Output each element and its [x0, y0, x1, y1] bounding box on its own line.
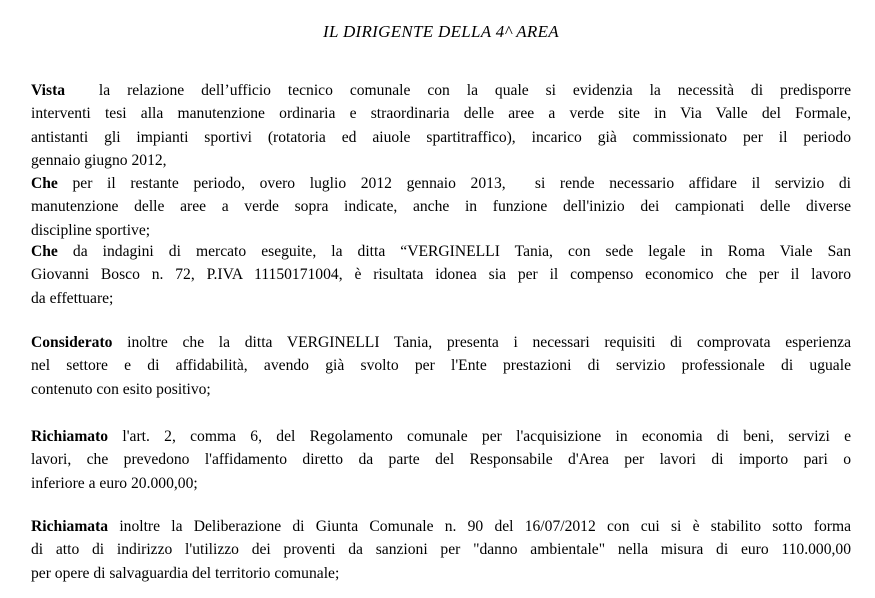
paragraph-line: inoltre la Deliberazione di Giunta Comunale n. 90 del 16/07/2012 con cui si è stabilito sotto forma [108, 518, 851, 535]
paragraph-line: di atto di indirizzo l'utilizzo dei proventi da sanzioni per "danno ambientale" nella misura di euro 110.000,00 [31, 541, 851, 559]
paragraph-richiamato [31, 425, 851, 495]
paragraph-line: discipline sportive; [31, 221, 151, 239]
document-heading: IL DIRIGENTE DELLA 4^ AREA [323, 22, 559, 41]
paragraph-line: per opere di salvaguardia del territorio comunale; [31, 564, 340, 582]
paragraph-line: manutenzione delle aree a verde sopra indicate, anche in funzione dell'inizio dei campionati delle diverse [31, 198, 851, 216]
paragraph-che-1 [31, 172, 851, 242]
paragraph-line: gennaio giugno 2012, [31, 152, 167, 170]
paragraph-line: interventi tesi alla manutenzione ordinaria e straordinaria delle aree a verde site in Via Valle del Formale, [31, 105, 851, 123]
paragraph-vista [31, 79, 851, 173]
paragraph-line: inoltre che la ditta VERGINELLI Tania, presenta i necessari requisiti di comprovata esperienza [112, 334, 851, 351]
keyword-vista: Vista [31, 82, 66, 99]
keyword-richiamato: Richiamato [31, 428, 109, 445]
paragraph-considerato [31, 331, 851, 401]
keyword-richiamata: Richiamata [31, 518, 109, 535]
keyword-che: Che [31, 175, 58, 192]
paragraph-che-2 [31, 240, 851, 310]
paragraph-line: da indagini di mercato eseguite, la ditta “VERGINELLI Tania, con sede legale in Roma Viale San [57, 243, 851, 260]
paragraph-line: Giovanni Bosco n. 72, P.IVA 11150171004, è risultata idonea sia per il compenso economico che per il lavoro [31, 266, 851, 284]
paragraph-line: inferiore a euro 20.000,00; [31, 474, 198, 492]
keyword-che: Che [31, 243, 58, 260]
paragraph-line: da effettuare; [31, 289, 114, 307]
paragraph-line: antistanti gli impianti sportivi (rotatoria ed aiuole spartitraffico), incarico già commissionato per il periodo [31, 128, 851, 146]
paragraph-line: per il restante periodo, overo luglio 2012 gennaio 2013, si rende necessario affidare il servizio di [57, 175, 851, 192]
paragraph-line: contenuto con esito positivo; [31, 380, 211, 398]
paragraph-line: l'art. 2, comma 6, del Regolamento comunale per l'acquisizione in economia di beni, servizi e [108, 428, 851, 445]
paragraph-line: nel settore e di affidabilità, avendo già svolto per l'Ente prestazioni di servizio professionale di uguale [31, 357, 851, 375]
paragraph-line: la relazione dell’ufficio tecnico comunale con la quale si evidenzia la necessità di predisporre [65, 82, 851, 99]
paragraph-richiamata [31, 515, 851, 585]
paragraph-line: lavori, che prevedono l'affidamento diretto da parte del Responsabile d'Area per lavori di importo pari o [31, 451, 851, 469]
keyword-considerato: Considerato [31, 334, 113, 351]
